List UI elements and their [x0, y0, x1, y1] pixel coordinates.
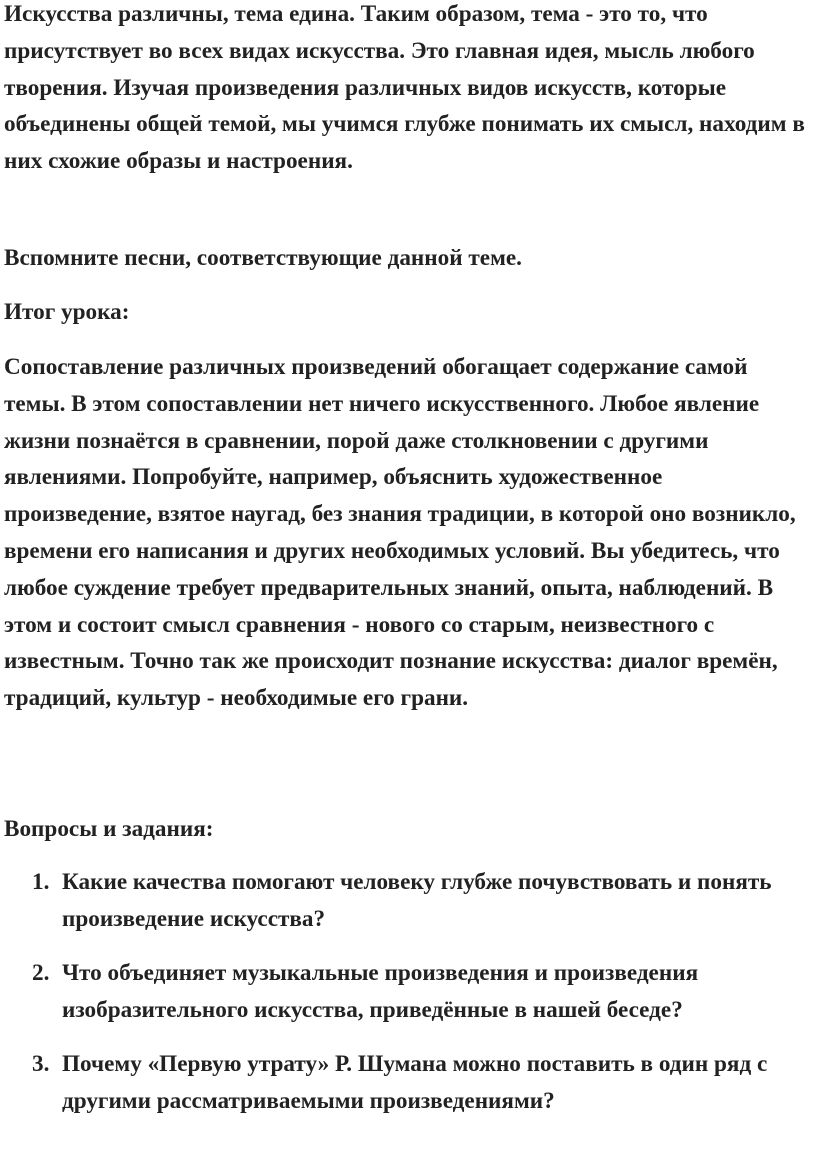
question-text: Какие качества помогают человеку глубже почувствовать и понять произведение искусства? — [62, 869, 772, 932]
question-item — [4, 864, 814, 938]
questions-heading: Вопросы и задания: — [4, 816, 214, 842]
intro-paragraph: Искусства различны, тема едина. Таким образом, тема - это то, что присутствует во всех видах искусства. Это главная идея, мысль любого творения. Изучая произведения различных видов искусств, которые объединены общей темой, мы учимся глубже понимать их смысл, находим в них схожие образы и настроения. — [4, 1, 805, 175]
question-item — [4, 1046, 814, 1120]
question-number: 3. — [32, 1051, 50, 1078]
question-text: Что объединяет музыкальные произведения и произведения изобразительного искусства, приведённые в нашей беседе? — [62, 960, 699, 1023]
question-number: 2. — [32, 960, 50, 987]
lesson-summary-heading: Итог урока: — [4, 299, 130, 325]
summary-paragraph: Сопоставление различных произведений обогащает содержание самой темы. В этом сопоставлении нет ничего искусственного. Любое явление жизни познаётся в сравнении, порой даже столкновении с другими явлениями. Попробуйте, например, объяснить художественное произведение, взятое наугад, без знания традиции, в которой оно возникло, времени его написания и других необходимых условий. Вы убедитесь, что любое суждение требует предварительных знаний, опыта, наблюдений. В этом и состоит смысл сравнения - нового со старым, неизвестного с известным. Точно так же происходит познание искусства: диалог времён, традиций, культур - необходимые его грани. — [4, 354, 796, 712]
songs-prompt: Вспомните песни, соответствующие данной теме. — [4, 245, 522, 271]
question-number: 1. — [32, 869, 50, 895]
question-text: Почему «Первую утрату» Р. Шумана можно поставить в один ряд с другими рассматриваемыми произведениями? — [62, 1051, 768, 1114]
question-item — [4, 955, 814, 1029]
questions-list — [4, 864, 814, 1137]
